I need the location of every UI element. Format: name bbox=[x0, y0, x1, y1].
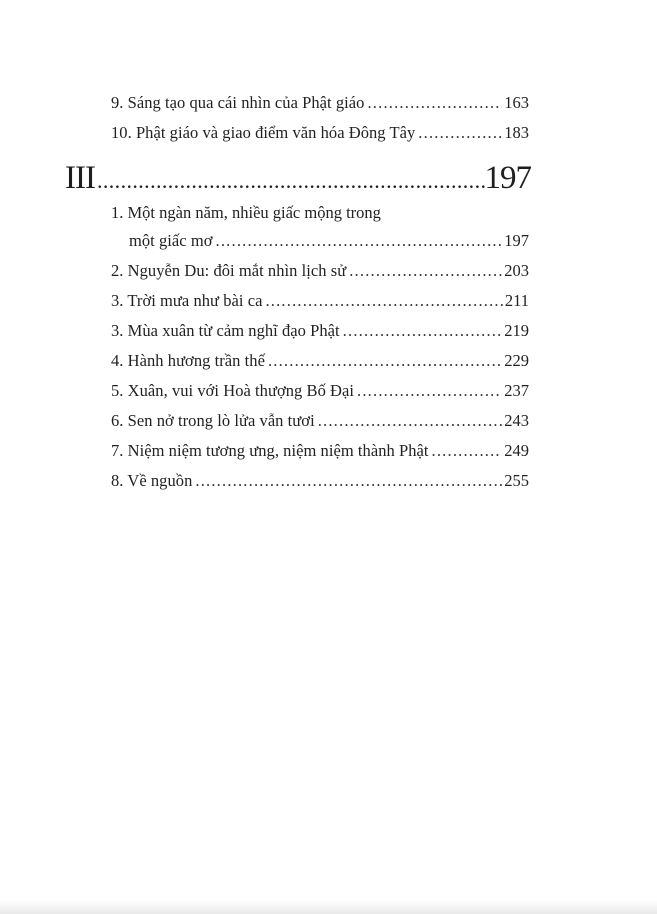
toc-entry-title: 4. Hành hương trần thế bbox=[111, 351, 265, 370]
toc-entry bbox=[111, 471, 529, 491]
toc-entry bbox=[111, 291, 529, 311]
dot-leader bbox=[318, 411, 503, 431]
toc-entry bbox=[111, 381, 529, 401]
dot-leader bbox=[357, 381, 502, 401]
toc-entry-page: 249 bbox=[504, 441, 529, 460]
toc-entry-page: 243 bbox=[504, 411, 529, 430]
toc-entry-title: 3. Trời mưa như bài ca bbox=[111, 291, 263, 310]
toc-entry-title-line1: 1. Một ngàn năm, nhiều giấc mộng trong bbox=[111, 203, 381, 222]
toc-entry-page: 183 bbox=[504, 123, 529, 142]
toc-entry bbox=[111, 321, 529, 341]
toc-entry-title: 7. Niệm niệm tương ưng, niệm niệm thành Phật bbox=[111, 441, 429, 460]
toc-entry-title: 2. Nguyễn Du: đôi mắt nhìn lịch sử bbox=[111, 261, 347, 280]
page-bottom-edge bbox=[0, 900, 657, 914]
toc-entry-title: 8. Về nguồn bbox=[111, 471, 193, 490]
toc-entry bbox=[129, 231, 529, 251]
dot-leader bbox=[195, 471, 502, 491]
dot-leader bbox=[343, 321, 503, 341]
toc-entry-title: 9. Sáng tạo qua cái nhìn của Phật giáo bbox=[111, 93, 365, 112]
part-numeral: III bbox=[65, 160, 95, 196]
dot-leader bbox=[432, 441, 503, 461]
dot-leader bbox=[418, 123, 502, 143]
toc-entry-page: 219 bbox=[504, 321, 529, 340]
toc-entry bbox=[111, 93, 529, 113]
toc-entry bbox=[111, 411, 529, 431]
toc-entry-page: 203 bbox=[504, 261, 529, 280]
part-page: 197 bbox=[484, 160, 531, 196]
toc-entry-title: 5. Xuân, vui với Hoà thượng Bố Đại bbox=[111, 381, 355, 400]
dot-leader bbox=[265, 291, 502, 311]
toc-entry-title: 10. Phật giáo và giao điểm văn hóa Đông Tây bbox=[111, 123, 416, 142]
dot-leader bbox=[268, 351, 502, 371]
part-heading bbox=[65, 158, 531, 201]
toc-entry-title: 6. Sen nở trong lò lửa vẫn tươi bbox=[111, 411, 315, 430]
toc-entry bbox=[111, 261, 529, 281]
dot-leader bbox=[367, 93, 502, 113]
toc-entry-page: 229 bbox=[504, 351, 529, 370]
toc-entry-page: 163 bbox=[504, 93, 529, 112]
dot-leader bbox=[216, 231, 503, 251]
dot-leader bbox=[349, 261, 502, 281]
toc-entry bbox=[111, 441, 529, 461]
toc-entry-page: 255 bbox=[504, 471, 529, 490]
dot-leader bbox=[97, 161, 485, 201]
toc-entry-page: 237 bbox=[504, 381, 529, 400]
toc-entry-page: 197 bbox=[504, 231, 529, 250]
toc-entry bbox=[111, 123, 529, 143]
toc-entry-page: 211 bbox=[504, 291, 529, 310]
toc-entry-title-line2: một giấc mơ bbox=[129, 231, 213, 250]
toc-entry-title: 3. Mùa xuân từ cảm nghĩ đạo Phật bbox=[111, 321, 340, 340]
toc-entry bbox=[111, 351, 529, 371]
